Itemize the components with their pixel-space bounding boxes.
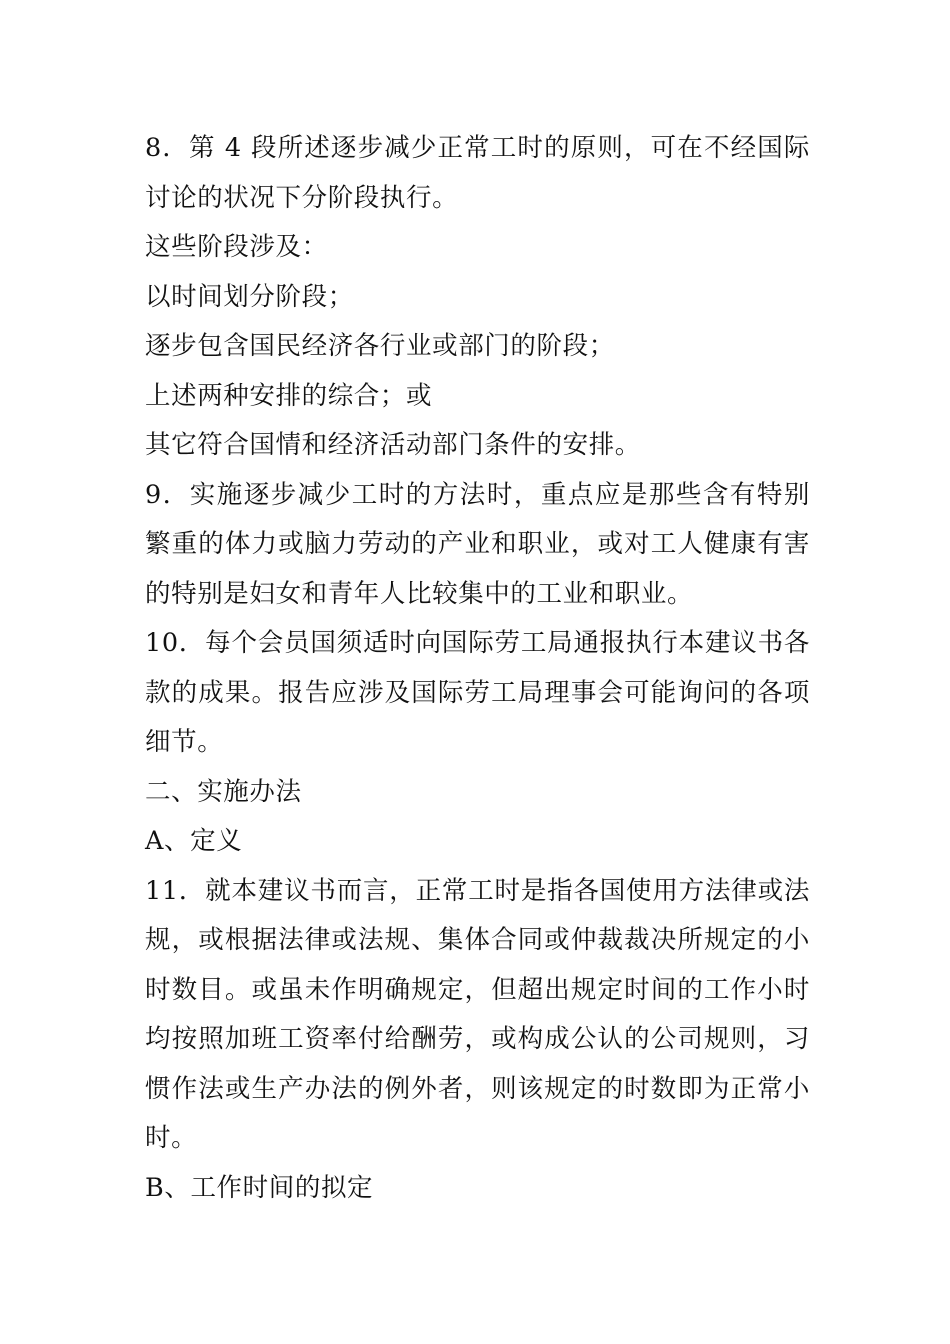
paragraph-9: 9．实施逐步减少工时的方法时，重点应是那些含有特别繁重的体力或脑力劳动的产业和职业，或对工人健康有害的特别是妇女和青年人比较集中的工业和职业。 [145,479,810,609]
document-body [145,124,810,1213]
paragraph-8: 8．第 4 段所述逐步减少正常工时的原则，可在不经国际讨论的状况下分阶段执行。 [145,133,810,213]
subheading-definition: A、定义 [145,826,243,856]
subheading-working-time: B、工作时间的拟定 [145,1172,374,1203]
paragraph-stages-intro: 这些阶段涉及： [145,232,328,262]
list-item-combined: 上述两种安排的综合；或 [145,380,433,411]
section-heading-implementation: 二、实施办法 [145,776,302,807]
list-item-other: 其它符合国情和经济活动部门条件的安排。 [145,430,641,460]
list-item-time-stages: 以时间划分阶段； [145,281,354,312]
paragraph-11: 11．就本建议书而言，正常工时是指各国使用方法律或法规，或根据法律或法规、集体合同或仲裁裁决所规定的小时数目。或虽未作明确规定，但超出规定时间的工作小时均按照加班工资率付给酬劳，或构成公认的公司规则，习惯作法或生产办法的例外者，则该规定的时数即为正常小时。 [145,875,810,1153]
paragraph-10: 10．每个会员国须适时向国际劳工局通报执行本建议书各款的成果。报告应涉及国际劳工局理事会可能询问的各项细节。 [145,628,810,757]
list-item-sector-stages: 逐步包含国民经济各行业或部门的阶段； [145,331,615,361]
